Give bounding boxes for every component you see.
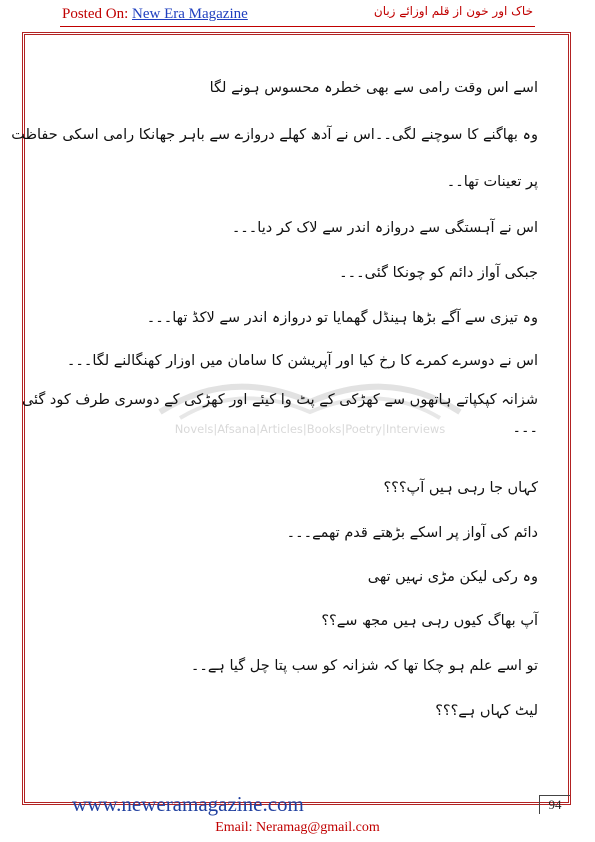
text-line: جبکی آواز دائم کو چونکا گئی۔۔۔ xyxy=(339,265,538,281)
header-posted-on xyxy=(62,6,248,23)
text-line: تو اسے علم ہو چکا تھا کہ شزانہ کو سب پتا چل گیا ہے۔۔ xyxy=(190,658,538,674)
text-line: لیٹ کہاں ہے؟؟؟ xyxy=(435,703,538,719)
novel-title: خاک اور خون از قلم اوزائے زبان xyxy=(373,4,533,18)
text-line: ۔۔۔ xyxy=(512,420,538,436)
footer-email: Email: Neramag@gmail.com xyxy=(215,820,380,835)
text-line: وہ تیزی سے آگے بڑھا ہینڈل گھمایا تو دروازہ اندر سے لاکڈ تھا۔۔۔ xyxy=(146,310,538,326)
text-line: آپ بھاگ کیوں رہی ہیں مجھ سے؟؟ xyxy=(321,613,538,629)
text-line: وہ رکی لیکن مڑی نہیں تھی xyxy=(367,569,538,585)
text-line: اس نے آہستگی سے دروازہ اندر سے لاک کر دیا۔۔۔ xyxy=(231,220,538,236)
text-line: اس نے دوسرے کمرے کا رخ کیا اور آپریشن کا سامان میں اوزار کھنگالنے لگا۔۔۔ xyxy=(66,353,538,369)
text-line: پر تعینات تھا۔۔ xyxy=(446,174,538,190)
text-line: شزانہ کپکپاتے ہاتھوں سے کھڑکی کے پٹ وا کیئے اور کھڑکی کے دوسری طرف کود گئی xyxy=(21,392,538,408)
watermark-tagline: Novels|Afsana|Articles|Books|Poetry|Interviews xyxy=(174,422,446,436)
header-divider xyxy=(60,26,535,27)
text-line: اسے اس وقت رامی سے بھی خطرہ محسوس ہونے لگا xyxy=(209,80,538,96)
text-line: کہاں جا رہی ہیں آپ؟؟؟ xyxy=(383,480,538,496)
text-line: دائم کی آواز پر اسکے بڑھتے قدم تھمے۔۔۔ xyxy=(286,525,538,541)
page-number: 94 xyxy=(539,795,570,814)
text-line: وہ بھاگنے کا سوچنے لگی۔۔اس نے آدھ کھلے دروازے سے باہر جھانکا رامی اسکی حفاظت xyxy=(11,127,538,143)
posted-on-label: Posted On: xyxy=(62,6,129,22)
footer-website-link[interactable]: www.neweramagazine.com xyxy=(72,792,304,816)
magazine-link[interactable]: New Era Magazine xyxy=(132,6,248,22)
